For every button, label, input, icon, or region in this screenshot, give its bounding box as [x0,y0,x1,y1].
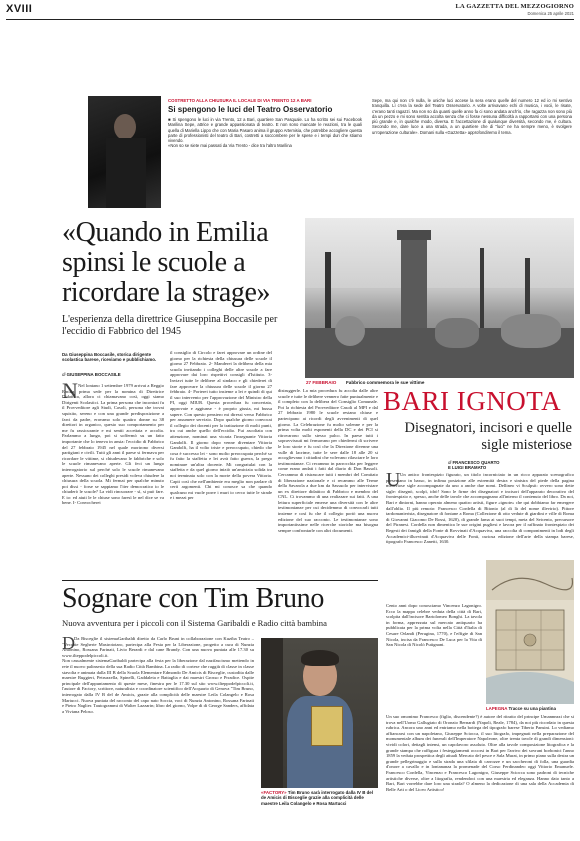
bari-map [486,560,574,704]
bari-col-2: Cento anni dopo conosciamo Vincenzo Lagonigro. Ecco la mappa celebre veduta della città di Bari, scolpita dall'incisore Bartolomeo Bonghi. La tavola in forma, apprezzata sul mercato antiquario ha pubblicata per la prima volta nella Città d'Italia di Cesare Orlandi (Perugina, 1770), e l'effigie di San Nicola, incisa da Francesco De Luca per la Vita di San Nicola di Nicolò Putignani. [386,603,482,648]
bari-byline [448,460,538,470]
byline-prefix: di [62,372,67,377]
newspaper-name: LA GAZZETTA DEL MEZZOGIORNO [455,3,574,10]
emilia-byline-name: GIUSEPPINA BOCCASILE [66,372,121,377]
timbruno-headline: Sognare con Tim Bruno [62,583,325,614]
timbruno-top-rule [62,580,378,581]
bari-col-1: Un antico frontespizio figurato, un titolo incorniciato in un ricco apparato scenografico presentano in basso, in infima posizione alle estremità destra e sinistra del piede della pagina misteriose sigle accompagnate da uno a anche due nomi. Dellineo vi Sculpsit: ovvero sono dette sigle: disegnò, scolpì, idrò! Sono le firme dei disegnatori e incisori dell'apparato decorativo del frontespizio e, spesso, anche delle tavole che accompagnano all'interno il contenuto del libro. Da noi, Bari e dintorni, hanno operato almeno quattro artisti, figure «ignote» che qui dobbiamo far emergere dall'oblio. Il più remoto: Francesco Cordella di Bitonto (al di là del nome illevirio). Pittore tardomanierista, disegnatore di fontane a Roma (Collezione di otto vedute di giardini e ville di Roma di Giovanni Giacomo De Rossi, 1620), di grande fama ai suoi tempi, meta del Seicento, precursore del Piranesi. Cordella non dimentica le sue origini pugliesi e lavora per il raffinato frontespizio dei Regesti dei famigli della Fonte di Rovvinati d'Acquaviva, una raccolta di componimenti in lodi degli Accademici-illuvvinati d'Acquaviva delle Fonti, curiosa edizione dell'arte della stampa barese, tipografo Francesco Zanetti, 1630. [386,472,574,545]
theatre-body-left: ■ Si spengono le luci in via Trento, 12 a Bari, quartiere San Pasquale. Lo ha scritto sei sui Facebook Marilina Sepe, attrice e grande appassionata di teatro. E non sono mancate le reazioni, tra le quali quella di Mariella Lippo che con Maria Pasaro anima il gruppo Artemisia, che potrebbe accogliere questa parte di professionisti del teatro di Bari, costretti a soccombere per le spese e i tempi duri che stiamo vivendo. «Non so se siete mai passati da Via Trento - dice tra l'altro Marilina [168,117,362,149]
theatre-kicker: COSTRETTO ALLA CHIUSURA IL LOCALE DI VIA TRENTO 12 A BARI [168,98,312,103]
tim-bruno-caption-label: «FACTORY» [261,790,287,795]
bari-headline: Disegnatori, incisori e quelle sigle misteriose [404,420,572,453]
bari-col-3: Un suo omonimo Francesco (figlio, discendente?) è autore del ritratto del principe Umannnzzi che si trova nell'Uomo Gallugiato di Oronzio Bernardi (Napoli, Reale, 1784), da noi più ricordato in questa rubrica. Ancora uno anni ed entriamo nella bottega del tipografo barese Tiberio Pansini. Lo vediamo affiancarsi con un napoletano, Giuseppe Sciocca, il suo litografo, impegnati nella preparazione del monumentale album dei funerali dell'Imperatore Napoleone, oltre trenta tavole di grandi dimensioni: vividi colori, dettagli intensi, un capolavoro assoluto. Oltre alla tavole composizione litografica e la grande stampa che raffigura i festeggiamenti occorsi in Bari per l'arrivo dei sovrani borbonici l'anno 1859 la veduta prospettica degli attuali Mercato del pesce e Sala Murat, in primo piano sulla destra un grande pellegrinaggio e sulla strada una sfilata di carrozze e un saccheroni di folla, una guardia d'onore a cavallo e in lontananza la promenade del Corso Ferdinandeo oggi Vittorio Emanuele. Francesco Cordella, Vincenzo e Francesco Lagonigro, Giuseppe Sciocca sono padroni di tecniche artistiche diverse, oltre a litografia, rendendoci con una maestria ed eleganza. Hanno dato tanto a Bari, Bari vorrebbe dare loro una strada? O almeno la dedicazione di una sala della Accademia di Belle Arti o del Liceo Artistico! [386,714,574,792]
emilia-headline: «Quando in Emilia spinsi le scuole a ricordare la strage» [62,217,271,308]
emilia-col-1: Nel lontano 1 settembre 1979 arrivai a Reggio Emilia, prima sede per la nomina di Direttrice Didattica, allora ci chiamavano così, oggi siamo Dirigenti Scolastici. La prima persona che incontrai fu il Provveditore agli Studi, Casoli, persona che trovai squisito, sereno e con una grande predisposizione a farci da padre, eravamo solo quattro donne su 38 direttori in organico, questo suo comportamento per me fu rassicurante e mi sentii accettata e accolta. Parlammo a lungo, poi si soffermò su un fatto importante che lo teneva in ansia: l'eccidio di Fabbrico del 27 febbraio 1945 nel quale morirono diversi partigiani e civili. Tutti gli anni il paese si fermava per ricordare le vittime, si chiudevano le fabbriche e solo le scuole rimanevano aperte. Gli feci un lungo interrogatorio sul perché solo le scuole rimanevano aperte. Nessuno dei colleghi presidi voleva chiudere la chiusura della scuola. Mi fermai per qualche minuto poi dissi - forse se sappiamo l'iter democratico io le chiuderò le scuole? La vidi rincuorare - sì, si può fare. E io: ed aiuti le le chiuse sono faresì le nel dice se va bene. I- Convocherei [62,383,164,506]
theatre-headline: Si spengono le luci del Teatro Osservatorio [168,105,333,114]
bari-title: BARI IGNOTA [383,386,562,416]
emilia-byline [62,372,121,377]
header-rule [6,19,574,20]
bari-dropcap: U [386,469,401,491]
bari-byline-1: di FRANCESCO QUARTO [448,460,500,465]
theatre-body-right: Sepe, ma qui non c'è nulla, le uniche luci accese la sera erano quelle del numero 12 ed io mi sentivo tranquilla. Lì c'era la sede del Teatro Osservatorio. A volte arrivavano echi di musica, i vocii, le risate, c'erano tanti ragazzi. Ma non so da quanti quelle anno fa ci sono andata anch'io, che ragazza non sono più da un pezzo e mi sono sentita accolta senza che ci fosse nessuna difficoltà a rapportarsi con una persona più grande e, in qualche modo, diversa. E l'accettazione di qualunque diversità, secondo me, è cultura. Secondo me, dare luce a una strada, a un quartiere che di "luci" ne ha sempre meno, è svolgere un'operazione culturale». Domani sulla «Gazzetta» approfondiremo il tema. [372,98,572,135]
emilia-dropcap: N [62,378,78,403]
bari-map-caption-label: LAPEGNA [486,706,508,711]
page-number: XVIII [6,3,33,15]
issue-date: Domenica 25 aprile 2021 [527,11,574,16]
bari-byline-2: E LUIGI BRAMATO [448,465,487,471]
map-illustration [486,560,574,704]
theatre-photo [88,96,161,208]
fabbrico-photo-caption-date: 27 FEBBRAIO [306,380,337,385]
timbruno-col-1: Da Bisceglie il sistemaGaribaldi diretto da Carlo Bruni in collaborazione con Kuziba Teatro – "Vecchie Segherie Mastrototaro, partecipa alla Festa per la Liberazione, progetto a cura di Nunzia Antonino, Rossana Farinati, Livio Berardi e dal cane Brandy. Con una nuova puntata alle 17.30 su www.ilteppodelpiccoli.it. Non casualmente sistemaGaribaldi partecipa alla festa per la liberazione dal nazifascismo mettendo in rete il nuovo palinsesto della sua Radio Città Bambina. La radio di cortese che raggiù di classe in classe stavolta e animata dalla III B della Scuola Elementare Edmondo De Amicis di Bisceglie, custodita dalle maestre Ruggieri, Petruzzella, Spinelli, Gaddaleta e Battaglia e dai maestri Grosso e Prradice. Ospite principale dell'appuntamento di queste mese, finestra per le 17.30 sul sito www.ilteppodelpiccoli.it, l'autore di Factory, scrittore, naturalista e coordinatore scientifico dell'Acquario di Genova "Tim Bruno, interrogato dalla IV B del de Amicis, grazie alla complicità delle maestre Leila Colangelo e Rosa Martucci. Nuova puntata del racconto del capo nato Soccia, voci di Nunzia Antonino, Rossana Farinati e Pietro Naglier. Tautogrammi di Walter Lazzarin; libro del giorno, Volpe di di George Sanders, affidata a Viviana Peloso. [62,636,254,714]
emilia-subheadline: L'esperienza della direttrice Giuseppina Boccasile per l'eccidio di Fabbrico del 1945 [62,314,278,337]
fabbrico-photo [305,218,574,378]
timbruno-dropcap: D [62,633,75,653]
emilia-intro: Da Giuseppina Boccasile, storica dirigente scolastica barese, riceviamo e pubblichiamo. [62,352,157,363]
bari-map-caption [486,706,574,711]
emilia-col-3: distruggerle. La mia procedura fu accolta dalle altre scuole e tutte le delibere vennero fatte puntualmente e il completo con la delibera del Consiglio Comunale. Poi la richiesta del Provveditore Casoli al MPI e dal 27 febbraio 1980 le scuole restano chiuse e partecipano ai ricordi degli avvenimenti di quel giorno. La Celebrazione fu molto solenne e per la prima volta molti esponenti della DC e dei PCI si ritrovarono sullo stesso palco. In paese tutti i sopravvissuti mi fermavano per chiedermi di scrivere le loro storie e fu così che la Direzione divenne una vulle di lacrime, tutte le sere dalle 18 alle 20 si accoglievano i cittadini che volevano rilasciare le loro testimonianze. Ci recammo in parrocchia per leggere come erano andati i fatti dal diario di Don Bassoli. Cercammo di ristrascare tutti i membri del Comitato di liberazione nazionale e ci recammo alle Terme della Savarola a due km da Sassuolo per intervistare un ex direttore didattico di Fabbrico e membro del CNL. Ci trovammo di una realizzare sui fatti. A una lettura superficiale emerse una diversità con le altre testimonianze per cui decidemmo di convocarli tutti insieme e così fu che il collegio portò una nuova edizione del suo racconto. Le testimonianze sono importantissime nelle ricerche storiche ma bisogna sempre confrontarle con altri documenti. [278,388,378,533]
emilia-col-2: il consiglio di Circolo e farei approvare un ordine del giorno per la richiesta della chiusura delle scuole il giorno 27 Febbraio. 2- Manderei la delibera della mia scuola invitando i colleghi delle altre scuole a fare approvare dai loro rispettivi consigli d'Istituto. 3- Inviavi tutte le delibere al sindaco e gli chiederei di fare approvare la chiusura delle scuole il giorno 27 febbraio. 4- Porterei tutto insieme a lei e quindi di qui il suo intervento per l'approvazione del Ministro della PI, oggi MIUR. Questa procedura fu concertata, approvate e aggiunse - è proprio giusta, mi bussa sapere. Con questo pensiero mi diressi verso Fabbrico per assumere servizio. Dopo qualche giorno convocai il collegio dei docenti per la trattazione di molti punti, tra cui anche quello dell'eccidio. Fui ascoltata con attenzione, nominai una vicaria l'insegnante Vittoria Gandolfi. Il giorno dopo venne diventare Vittoria Gandolfi, ha il volto triste e preoccupato, chiedo che cosa è successo lei - sono molto preoccupata perché so fu fatto la staffetta e lei avrà fatto guerra, la prego nominare un'altra docente. Mi congratulai con la staffetta e da quel giorno iniziò un'amicizia solida tra noi terminata solo con la morte della povera Vittoria. Capii così che nell'ambiente era meglio non parlare di certi argomenti. Chi mi conosce sa che quando qualcuno mi vuole porre i muri io cerco tutte le strade e i mezzi per [170,350,272,501]
tim-bruno-caption-text: Tim Bruno sarà interrogato dalla IV B del de Amicis di Bisceglie grazie alla complicità delle maestre Leila Colangelo e Rosa Martucci [261,790,373,806]
timbruno-subheadline: Nuova avventura per i piccoli con il Sistema Garibaldi e Radio città bambina [62,618,327,628]
bari-map-caption-text: Tracce su una piantina [508,706,556,711]
fabbrico-photo-caption: Fabbrico commemora le sue vittime [346,380,425,385]
tim-bruno-photo [261,638,378,788]
tim-bruno-caption [261,790,378,806]
